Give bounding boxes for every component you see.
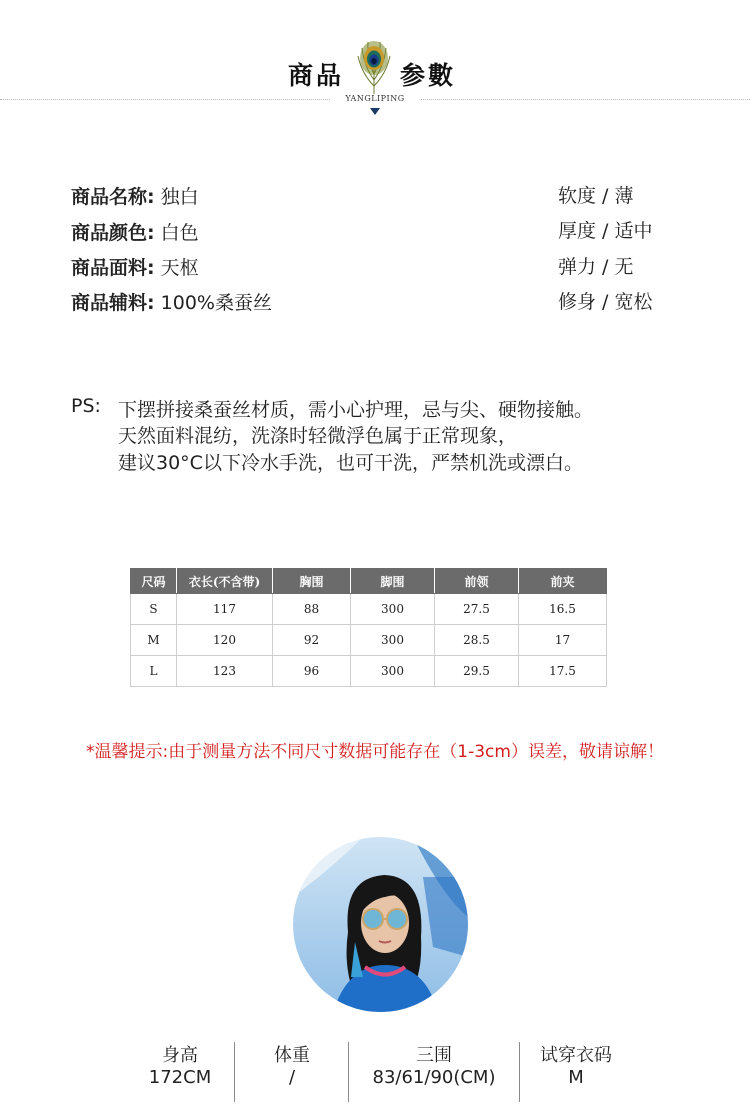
stat-divider	[234, 1042, 235, 1102]
ps-prefix: PS:	[71, 395, 101, 417]
table-cell: L	[131, 656, 177, 687]
param-name	[71, 182, 199, 209]
stat-divider	[348, 1042, 349, 1102]
param-fabric	[71, 253, 199, 280]
model-stat-trial-size	[526, 1045, 626, 1089]
stat-label: 三围	[416, 1045, 452, 1066]
col-header-bust: 胸围	[273, 569, 351, 594]
table-row	[131, 656, 607, 687]
down-triangle-icon	[370, 108, 380, 115]
table-cell: 28.5	[435, 625, 519, 656]
stat-value: M	[568, 1067, 584, 1088]
model-stat-measurements	[354, 1045, 514, 1089]
col-header-front-collar: 前领	[435, 569, 519, 594]
table-cell: 120	[177, 625, 273, 656]
feel-thickness: 厚度 / 适中	[558, 220, 653, 242]
header-subtitle: YANGLIPING	[330, 94, 420, 103]
col-header-front-armhole: 前夹	[519, 569, 607, 594]
table-cell: 27.5	[435, 594, 519, 625]
stat-value: /	[288, 1067, 296, 1088]
peacock-feather-icon	[352, 36, 396, 98]
table-row	[131, 594, 607, 625]
table-cell: 96	[273, 656, 351, 687]
param-color	[71, 218, 199, 245]
col-header-size: 尺码	[131, 569, 177, 594]
col-header-length: 衣长(不含带)	[177, 569, 273, 594]
param-value: 独白	[160, 186, 199, 208]
param-label: 商品颜色:	[71, 222, 155, 244]
feel-softness: 软度 / 薄	[558, 185, 634, 207]
ps-line: 建议30°C以下冷水手洗，也可干洗，严禁机洗或漂白。	[118, 452, 583, 474]
stat-label: 体重	[274, 1045, 310, 1066]
feel-fit: 修身 / 宽松	[558, 291, 653, 313]
param-label: 商品名称:	[71, 186, 155, 208]
header-title-right: 参數	[400, 61, 457, 90]
size-table	[130, 568, 607, 687]
feel-elasticity: 弹力 / 无	[558, 256, 634, 278]
table-row	[131, 625, 607, 656]
param-label: 商品面料:	[71, 257, 155, 279]
col-header-hem: 脚围	[351, 569, 435, 594]
table-cell: S	[131, 594, 177, 625]
measurement-tip: *温馨提示:由于测量方法不同尺寸数据可能存在（1-3cm）误差，敬请谅解！	[86, 742, 664, 762]
stat-divider	[519, 1042, 520, 1102]
table-header-row	[131, 569, 607, 594]
stat-value: 83/61/90(CM)	[372, 1067, 496, 1088]
stat-label: 试穿衣码	[540, 1045, 612, 1066]
ps-line: 下摆拼接桑蚕丝材质，需小心护理，忌与尖、硬物接触。	[118, 399, 594, 421]
table-cell: 29.5	[435, 656, 519, 687]
stat-label: 身高	[162, 1045, 198, 1066]
table-cell: 17	[519, 625, 607, 656]
param-value: 100%桑蚕丝	[160, 292, 272, 314]
ps-line: 天然面料混纺，洗涤时轻微浮色属于正常现象，	[118, 425, 518, 447]
table-cell: 92	[273, 625, 351, 656]
table-cell: 300	[351, 656, 435, 687]
param-value: 天枢	[160, 257, 199, 279]
table-cell: M	[131, 625, 177, 656]
param-accessory	[71, 288, 272, 315]
param-value: 白色	[160, 222, 199, 244]
header-title-left: 商品	[288, 61, 345, 90]
table-cell: 117	[177, 594, 273, 625]
table-cell: 16.5	[519, 594, 607, 625]
table-cell: 300	[351, 625, 435, 656]
table-cell: 300	[351, 594, 435, 625]
table-cell: 123	[177, 656, 273, 687]
model-avatar	[293, 837, 468, 1012]
param-label: 商品辅料:	[71, 292, 155, 314]
stat-value: 172CM	[148, 1067, 212, 1088]
model-stat-height	[138, 1045, 222, 1089]
model-stat-weight	[250, 1045, 334, 1089]
table-cell: 88	[273, 594, 351, 625]
table-cell: 17.5	[519, 656, 607, 687]
